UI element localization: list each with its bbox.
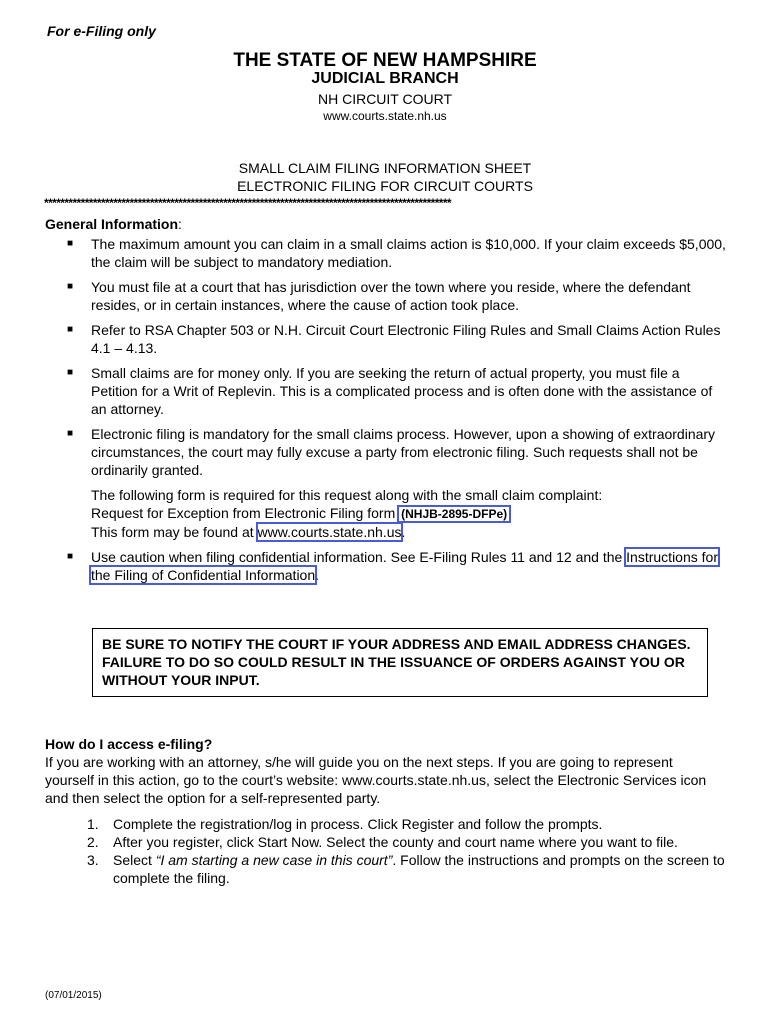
list-item bbox=[66, 278, 726, 314]
exception-line-3: This form may be found at bbox=[91, 524, 258, 540]
bullet-square-icon: ■ bbox=[67, 238, 74, 249]
branch-title: JUDICIAL BRANCH bbox=[311, 70, 459, 87]
exception-line-2: Request for Exception from Electronic Filing form bbox=[91, 505, 400, 521]
general-info-heading-text: General Information bbox=[45, 216, 179, 232]
bullet-text: Electronic filing is mandatory for the small claims process. However, upon a showing of extraordinary circumstances, the court may fully excuse a party from electronic filing. Such requests shall not be ordinarily granted. bbox=[91, 426, 716, 478]
exception-form-link[interactable]: (NHJB-2895-DFPe) bbox=[401, 507, 508, 521]
step-text: Complete the registration/log in process. Click Register and follow the prompts. bbox=[113, 816, 603, 832]
list-item bbox=[87, 815, 727, 833]
access-steps bbox=[87, 815, 727, 887]
list-item bbox=[66, 364, 726, 418]
general-info-colon: : bbox=[178, 216, 182, 232]
exception-line-1: The following form is required for this request along with the small claim complaint: bbox=[91, 487, 603, 503]
court-title: NH CIRCUIT COURT bbox=[317, 91, 453, 107]
revision-date: (07/01/2015) bbox=[45, 990, 102, 1001]
exception-paragraph bbox=[91, 486, 726, 541]
courts-website-link[interactable]: www.courts.state.nh.us bbox=[257, 524, 402, 540]
step-number: 2. bbox=[87, 834, 99, 850]
bullet-text: The maximum amount you can claim in a small claims action is $10,000. If your claim exceeds $5,000, the claim will be subject to mandatory mediation. bbox=[91, 236, 726, 270]
list-item bbox=[66, 548, 726, 584]
list-item bbox=[87, 851, 727, 887]
star-divider: **************************************************************************************************** bbox=[44, 196, 451, 210]
bullet-text: Use caution when filing confidential information. See E-Filing Rules 11 and 12 and the bbox=[91, 549, 627, 565]
list-item bbox=[66, 235, 726, 271]
state-title: THE STATE OF NEW HAMPSHIRE bbox=[233, 50, 537, 71]
header-website: www.courts.state.nh.us bbox=[323, 109, 447, 123]
bullet-text: Small claims are for money only. If you are seeking the return of actual property, you must file a Petition for a Writ of Replevin. This is a complicated process and is often done with the assistance of an attorney. bbox=[91, 365, 713, 417]
general-info-list bbox=[66, 235, 726, 591]
list-item bbox=[87, 833, 727, 851]
list-item bbox=[66, 321, 726, 357]
bullet-text: Refer to RSA Chapter 503 or N.H. Circuit Court Electronic Filing Rules and Small Claims Action Rules 4.1 – 4.13. bbox=[91, 322, 721, 356]
general-info-heading bbox=[45, 216, 182, 232]
address-change-notice: BE SURE TO NOTIFY THE COURT IF YOUR ADDRESS AND EMAIL ADDRESS CHANGES. FAILURE TO DO SO COULD RESULT IN THE ISSUANCE OF ORDERS AGAINST YOU OR WITHOUT YOUR INPUT. bbox=[92, 628, 708, 697]
step-number: 1. bbox=[87, 816, 99, 832]
bullet-square-icon: ■ bbox=[67, 281, 74, 292]
step-text-italic: “I am starting a new case in this court” bbox=[155, 852, 393, 868]
sheet-subtitle: ELECTRONIC FILING FOR CIRCUIT COURTS bbox=[237, 178, 533, 194]
period: . bbox=[315, 567, 320, 583]
access-paragraph: If you are working with an attorney, s/he will guide you on the next steps. If you are going to represent yourself in this action, go to the court’s website: www.courts.state.nh.us, select the Electronic Services icon and then select the option for a self-represented party. bbox=[45, 754, 707, 806]
bullet-square-icon: ■ bbox=[67, 367, 74, 378]
step-number: 3. bbox=[87, 852, 99, 868]
bullet-square-icon: ■ bbox=[67, 324, 74, 335]
list-item bbox=[66, 425, 726, 541]
efiling-only-note: For e-Filing only bbox=[47, 23, 156, 39]
period: . bbox=[401, 524, 406, 540]
step-text: After you register, click Start Now. Select the county and court name where you want to file. bbox=[113, 834, 678, 850]
sheet-title: SMALL CLAIM FILING INFORMATION SHEET bbox=[238, 160, 532, 176]
bullet-square-icon: ■ bbox=[67, 551, 74, 562]
step-text-prefix: Select bbox=[113, 852, 156, 868]
access-heading: How do I access e-filing? bbox=[45, 736, 213, 752]
confidential-instructions-link[interactable]: Instructions for the Filing of Confidential Information bbox=[91, 549, 718, 583]
step-text-suffix: . Follow the instructions and prompts on the screen to complete the filing. bbox=[113, 852, 725, 886]
bullet-square-icon: ■ bbox=[67, 428, 74, 439]
bullet-text: You must file at a court that has jurisdiction over the town where you reside, where the defendant resides, or in certain instances, where the cause of action took place. bbox=[91, 279, 691, 313]
